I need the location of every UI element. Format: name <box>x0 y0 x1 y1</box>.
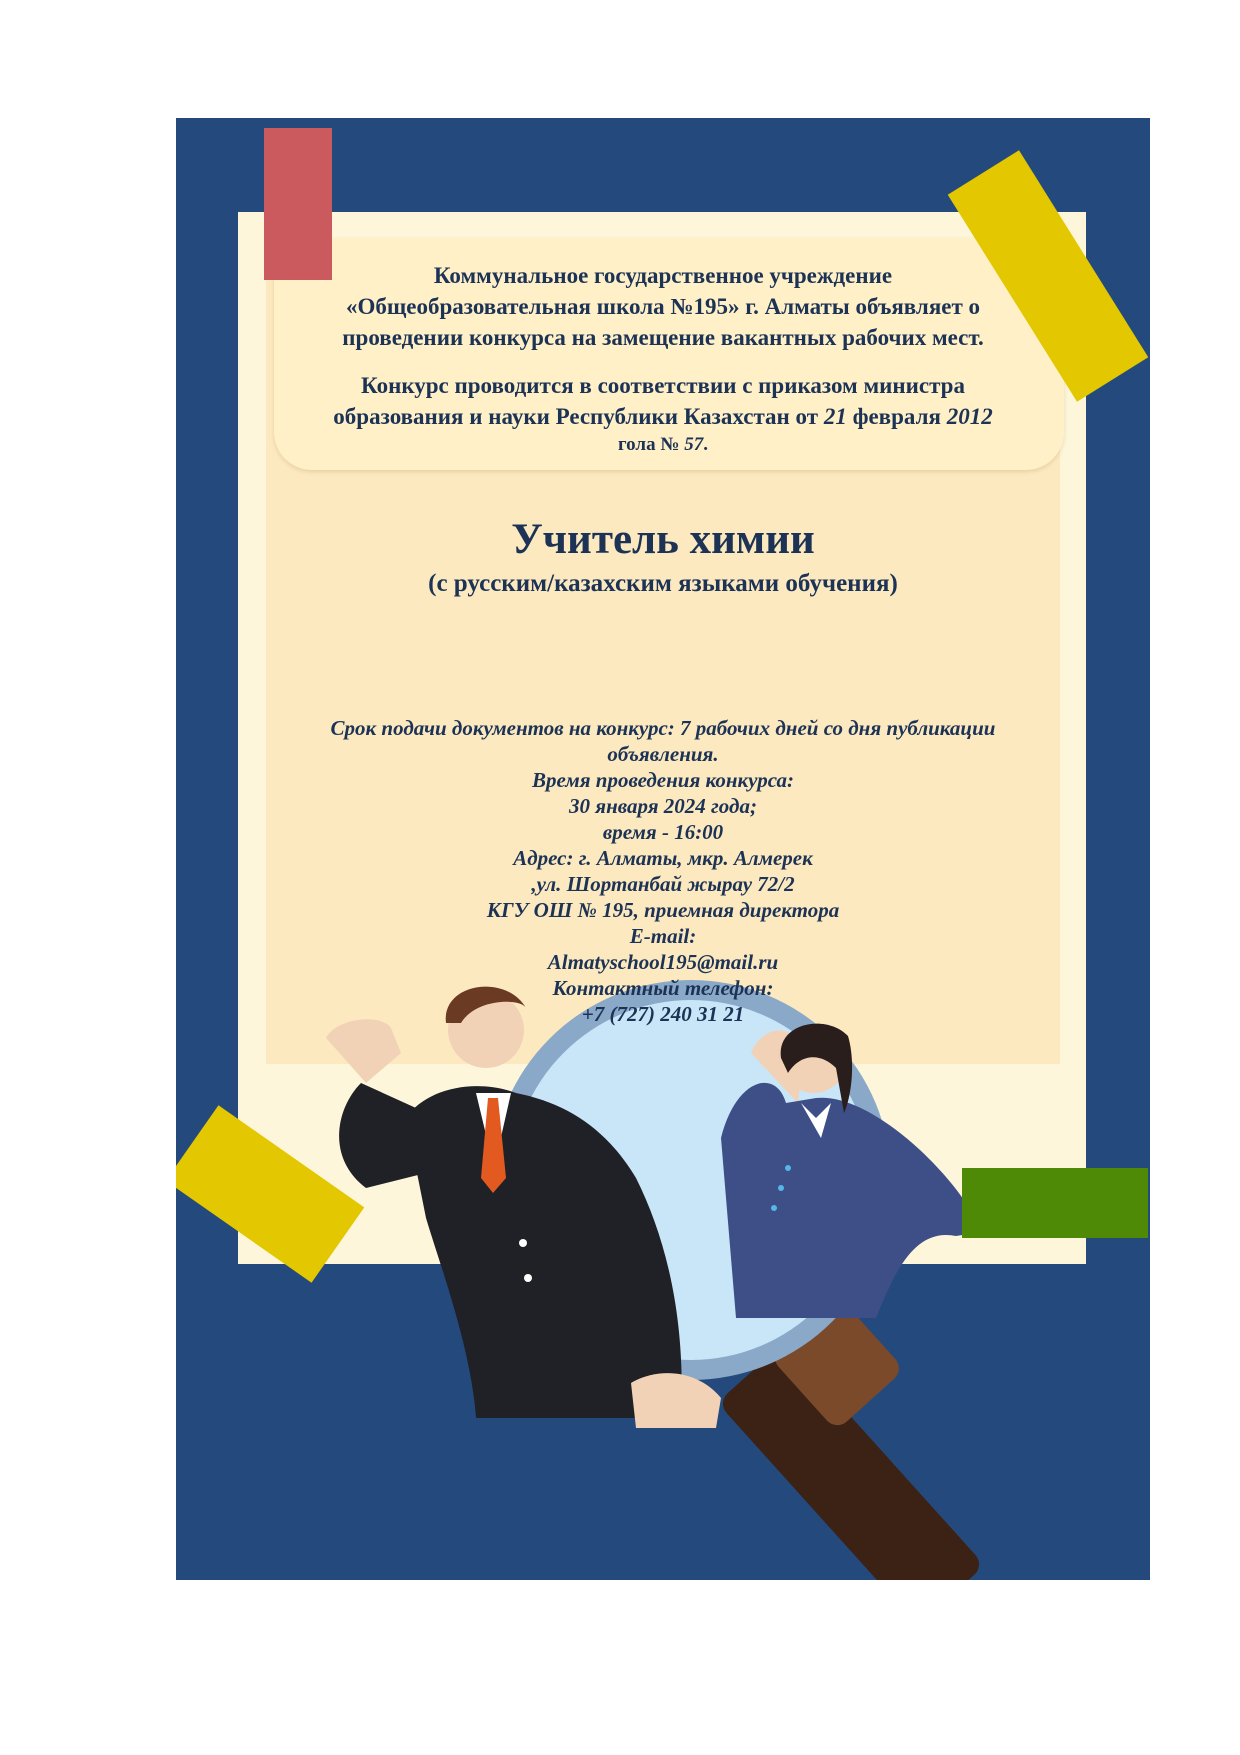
detail-line: объявления. <box>607 742 719 766</box>
detail-line: время - 16:00 <box>602 820 724 844</box>
order-line: Конкурс проводится в соответствии с приказом министра <box>361 373 965 398</box>
order-day: 21 <box>823 404 847 429</box>
vacancy-subtitle: (с русским/казахским языками обучения) <box>428 570 898 597</box>
email-address[interactable]: Almatyschool195@mail.ru <box>547 950 779 974</box>
announcement-intro <box>176 260 1150 353</box>
intro-line: Коммунальное государственное учреждение <box>433 263 893 288</box>
order-number-label: гола № <box>618 434 685 455</box>
green-tape-decoration <box>962 1168 1148 1238</box>
intro-line: «Общеобразовательная школа №195» г. Алматы объявляет о <box>345 294 981 319</box>
order-text: образования и науки Республики Казахстан от <box>333 404 824 429</box>
detail-line: КГУ ОШ № 195, приемная директора <box>486 898 840 922</box>
vacancy-title: Учитель химии <box>511 516 815 563</box>
order-line <box>176 401 1150 432</box>
order-number: 57 <box>684 434 704 455</box>
order-reference <box>176 370 1150 458</box>
detail-line: Время проведения конкурса: <box>532 768 794 792</box>
announcement-poster <box>176 118 1150 1580</box>
detail-line: E-mail: <box>629 924 697 948</box>
detail-line: 30 января 2024 года; <box>569 794 757 818</box>
phone-number[interactable]: +7 (727) 240 31 21 <box>581 1002 745 1026</box>
detail-line: Адрес: г. Алматы, мкр. Алмерек <box>513 846 813 870</box>
competition-details <box>176 715 1150 1027</box>
order-period: . <box>703 434 708 455</box>
detail-line: Срок подачи документов на конкурс: 7 рабочих дней со дня публикации <box>330 716 996 740</box>
detail-line: ,ул. Шортанбай жырау 72/2 <box>531 872 795 896</box>
detail-line: Контактный телефон: <box>552 976 774 1000</box>
order-line <box>176 432 1150 458</box>
order-month: февраля <box>846 404 947 429</box>
order-year: 2012 <box>946 404 993 429</box>
intro-line: проведении конкурса на замещение вакантных рабочих мест. <box>342 325 984 350</box>
